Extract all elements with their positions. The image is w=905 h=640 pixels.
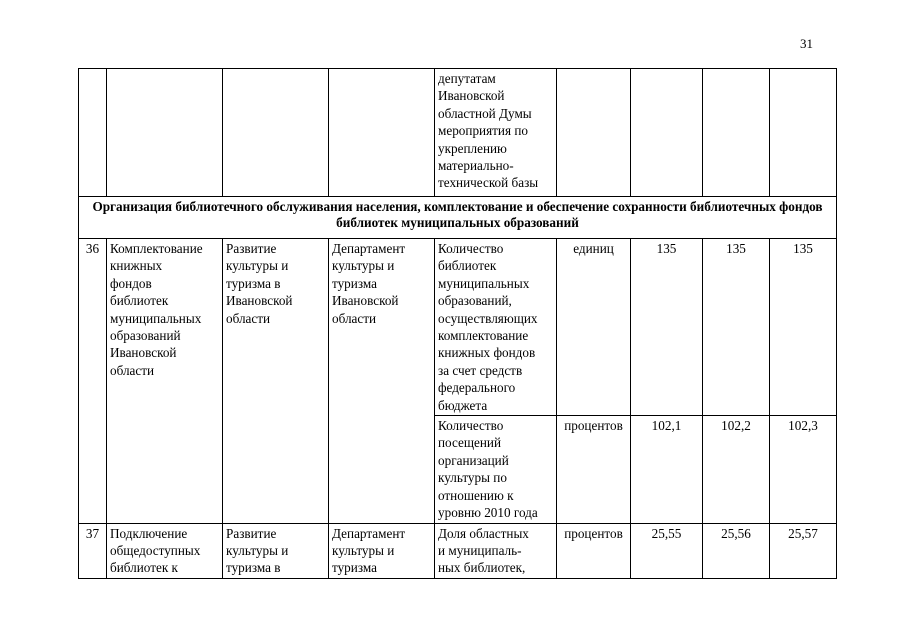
cell-measure <box>107 69 223 197</box>
cell-unit: процентов <box>557 416 631 523</box>
cell-program: Развитие культуры и туризма в Ивановской области <box>223 239 329 524</box>
cell-measure: Комплектование книжных фондов библиотек муниципальных образований Ивановской области <box>107 239 223 524</box>
section-title: Организация библиотечного обслуживания населения, комплектование и обеспечение сохранности библиотечных фондов библиотек муниципальных образований <box>79 197 837 239</box>
section-header-row <box>79 197 837 239</box>
program-table <box>78 68 837 579</box>
cell-unit: процентов <box>557 523 631 578</box>
cell-number: 36 <box>79 239 107 524</box>
cell-value-1: 25,55 <box>631 523 703 578</box>
cell-value-3 <box>770 69 837 197</box>
cell-value-2 <box>703 69 770 197</box>
cell-value-3: 102,3 <box>770 416 837 523</box>
table-row <box>79 69 837 197</box>
cell-indicator: Доля областных и муниципаль- ных библиотек, <box>435 523 557 578</box>
cell-number <box>79 69 107 197</box>
cell-program <box>223 69 329 197</box>
cell-value-1: 135 <box>631 239 703 416</box>
cell-indicator: Количество посещений организаций культуры по отношению к уровню 2010 года <box>435 416 557 523</box>
table-row <box>79 239 837 416</box>
cell-indicator: депутатам Ивановской областной Думы мероприятия по укреплению материально- технической базы <box>435 69 557 197</box>
page-number: 31 <box>800 36 813 51</box>
cell-indicator: Количество библиотек муниципальных образований, осуществляющих комплектование книжных фондов за счет средств федерального бюджета <box>435 239 557 416</box>
cell-value-2: 135 <box>703 239 770 416</box>
cell-value-3: 135 <box>770 239 837 416</box>
cell-number: 37 <box>79 523 107 578</box>
table-row <box>79 523 837 578</box>
cell-value-2: 25,56 <box>703 523 770 578</box>
cell-value-2: 102,2 <box>703 416 770 523</box>
cell-unit <box>557 69 631 197</box>
cell-value-1 <box>631 69 703 197</box>
cell-executor <box>329 69 435 197</box>
cell-executor: Департамент культуры и туризма <box>329 523 435 578</box>
cell-value-1: 102,1 <box>631 416 703 523</box>
cell-program: Развитие культуры и туризма в <box>223 523 329 578</box>
cell-value-3: 25,57 <box>770 523 837 578</box>
cell-executor: Департамент культуры и туризма Ивановской области <box>329 239 435 524</box>
cell-measure: Подключение общедоступных библиотек к <box>107 523 223 578</box>
cell-unit: единиц <box>557 239 631 416</box>
